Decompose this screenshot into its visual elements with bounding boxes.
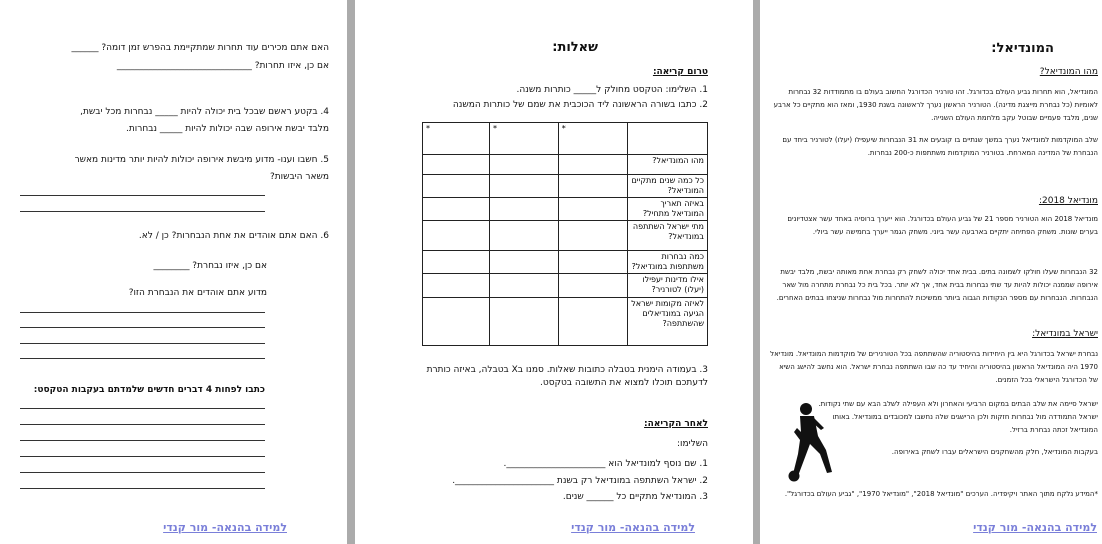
answer-line[interactable]: [20, 472, 265, 473]
paragraph: נבחרת ישראל בכדורגל היא בין היחידות בהיסטוריה שהשתתפה בכל הטורנירים של מוקדמות המונדיאל. מונדיאל 1970 היה המונדיאל הראשון בהיסטוריה והיחיד עד כה שבו השתתפה נבחרת ישראל. הוא נחשב להישג השיא של הכדורגל הישראלי בכל הזמנים.: [770, 350, 1098, 384]
table-mark-cell[interactable]: [490, 221, 559, 251]
table-mark-cell[interactable]: [558, 251, 627, 274]
answer-line[interactable]: [20, 312, 265, 313]
answer-line[interactable]: [20, 408, 265, 409]
table-mark-cell[interactable]: [490, 175, 559, 198]
table-mark-cell[interactable]: [423, 198, 490, 221]
table-mark-cell[interactable]: [423, 175, 490, 198]
worksheet-page-1: [760, 0, 1102, 544]
question-which-competition: אם כן, איזו תחרות? ______________________________: [116, 61, 329, 71]
table-question-cell: כמה נבחרות משתתפות במונדיאל?: [627, 251, 707, 274]
question-4: 4. בקטע ראשם שבכל בית יכולה להיות _____ נבחרות מכל יבשת, מלבד יבשת אירופה שבה יכולות להיות _____ נבחרות.: [80, 107, 329, 134]
page-footer: למידה בהנאה- מור קנדי: [973, 521, 1097, 534]
table-question-cell: כל כמה שנים מתקיים המונדיאל?: [627, 175, 707, 198]
page-title: שאלות:: [552, 40, 598, 55]
table-mark-cell[interactable]: [558, 221, 627, 251]
answer-line[interactable]: [20, 358, 265, 359]
table-row: [423, 198, 708, 221]
page-title: המונדיאל:: [991, 41, 1054, 56]
fill-item-1: 1. שם נוסף למונדיאל הוא ______________________.: [503, 459, 708, 469]
table-row: [423, 251, 708, 274]
answer-line[interactable]: [20, 327, 265, 328]
answer-line[interactable]: [20, 456, 265, 457]
worksheet-page-2: [355, 0, 753, 544]
table-row: [423, 221, 708, 251]
section-heading-post-reading: לאחר הקריאה:: [644, 419, 708, 429]
table-question-cell: אילו מדינות יעפילו (יעלו) לטורניר?: [627, 274, 707, 298]
table-mark-cell[interactable]: [490, 274, 559, 298]
question-other-competition: האם אתם מכירים עוד תחרות שמתקיימת בהפרש זמן דומה? ______: [71, 43, 329, 53]
question-6-which: אם כן, איזו נבחרת? ________: [153, 261, 267, 271]
answer-line[interactable]: [20, 488, 265, 489]
table-row: [423, 155, 708, 175]
table-mark-cell[interactable]: [490, 155, 559, 175]
table-mark-cell[interactable]: [490, 198, 559, 221]
fill-item-2: 2. ישראל השתתפה במונדיאל רק בשנת ______________________.: [452, 476, 708, 486]
table-mark-cell[interactable]: [558, 274, 627, 298]
table-mark-cell[interactable]: [423, 221, 490, 251]
answer-line[interactable]: [20, 211, 265, 212]
table-heading-cell[interactable]: *: [423, 123, 490, 155]
table-mark-cell[interactable]: [423, 155, 490, 175]
table-question-cell: באיזה תאריך המונדיאל מתחיל?: [627, 198, 707, 221]
table-question-cell[interactable]: [627, 123, 707, 155]
paragraph: ישראל סיימה את שלב הבתים במקום הרביעי והאחרון ולא העפילה לשלב הבא עם שתי נקודות. ישראל התמודדה מול נבחרות חזקות ולכן הרישגים שלה נחשבו למכובדים במונדיאל. באותו המונדיאל זכתה נבחרת ברזיל.: [818, 400, 1098, 434]
question-3: 3. בעמודה הימנית בטבלה כתובות שאלות. סמנו בX בטבלה, באיזה כותרת לדעתכם תוכלו למצוא את התשובה בטקסט.: [426, 365, 708, 388]
question-5: 5. חשבו וענו- מדוע מיבשת אירופה יכולות להיות יותר מדינות מאשר משאר היבשות?: [74, 155, 329, 182]
table-heading-cell[interactable]: *: [558, 123, 627, 155]
headings-table: [422, 122, 708, 346]
table-mark-cell[interactable]: [423, 298, 490, 346]
answer-line[interactable]: [20, 424, 265, 425]
paragraph: בעקבות המונדיאל, חלק מהשחקנים הישראלים עברו לשחק באירופה.: [891, 448, 1098, 456]
answer-line[interactable]: [20, 343, 265, 344]
table-row: [423, 298, 708, 346]
question-6: 6. האם אתם אוהדים את אחת הנבחרות? כן / לא.: [138, 231, 329, 241]
fill-item-3: 3. המונדיאל מתקיים כל ______ שנים.: [562, 492, 708, 502]
write-new-things: כתבו לפחות 4 דברים חדשים שלמדתם בעקבות הטקסט:: [33, 385, 265, 395]
question-6-why: מדוע אתם אוהדים את הנבחרת הזו?: [128, 288, 267, 298]
table-mark-cell[interactable]: [423, 251, 490, 274]
table-question-cell: מהו המונדיאל?: [627, 155, 707, 175]
table-question-cell: מתי ישראל השתתפה במונדיאל?: [627, 221, 707, 251]
paragraph: המונדיאל, הוא תחרות גביע העולם בכדורגל. זהו טורניר הכדורגל החשוב בעולם בו מתמודדות 32 נבחרות לאומיות (כל נבחרת מייצגת מדינה). הטורניר הראשון נערך לראשונה בשנת 1930, ומאז הוא מתקיים כל ארבע שנים, מלבד פעמיים שבוטל עקב מלחמת העולם השנייה.: [773, 88, 1098, 122]
section-heading-what-is: מהו המונדיאל?: [1039, 67, 1098, 77]
paragraph: 32 הנבחרות שעלו חולקו לשמונה בתים. בבית אחד יכולה לשחק רק נבחרת אחת מאותה יבשת, מלבד יבשת אירופה שממנה יכולות להיות עד שתי נבחרות בבית אחד, אך לא יותר. בכל בית כל נבחרת מתחרה מול שאר הנבחרות. הנבחרות עם מספר הנקודות הגבוה ביותר ממשיכות להתחרות מול נבחרות שניצחו בבתים האחרים.: [776, 268, 1098, 302]
table-mark-cell[interactable]: [558, 298, 627, 346]
section-heading-israel: ישראל במונדיאל:: [1032, 329, 1098, 339]
page-footer: למידה בהנאה- מור קנדי: [163, 521, 287, 534]
table-mark-cell[interactable]: [423, 274, 490, 298]
paragraph: שלב המוקדמות למונדיאל נערך במשך שנתיים בו קובעים את 31 הנבחרות שיעפילו (יעלו) לטורניר ביחד עם הנבחרת של המדינה המארחת. בטורניר המוקדמות משתתפות כ-200 נבחרות.: [782, 136, 1098, 157]
fill-in-heading: השלימו:: [677, 439, 708, 449]
question-1: 1. השלימו: הטקסט מחולק ל_____ כותרות משנה.: [516, 85, 708, 95]
table-mark-cell[interactable]: [558, 175, 627, 198]
table-row: [423, 175, 708, 198]
table-header-row: [423, 123, 708, 155]
table-heading-cell[interactable]: *: [490, 123, 559, 155]
table-mark-cell[interactable]: [558, 155, 627, 175]
answer-line[interactable]: [20, 440, 265, 441]
table-mark-cell[interactable]: [558, 198, 627, 221]
soccer-player-icon: [786, 402, 838, 482]
table-question-cell: לאיזה מקומות ישראל הגיעה במונדיאלים שהשתתפה?: [627, 298, 707, 346]
section-heading-pre-reading: טרום קריאה:: [652, 67, 708, 77]
page-footer: למידה בהנאה- מור קנדי: [571, 521, 695, 534]
table-row: [423, 274, 708, 298]
section-heading-2018: מונדיאל 2018:: [1038, 196, 1098, 206]
worksheet-page-3: [0, 0, 347, 544]
table-mark-cell[interactable]: [490, 298, 559, 346]
table-mark-cell[interactable]: [490, 251, 559, 274]
source-note: *המידע נלקח מתוך האתר ויקיפדיה. הערכים "מונדיאל 2018", "מונדיאל 1970", "גביע העולם בכדורגל".: [784, 490, 1098, 498]
paragraph: מונדיאל 2018 הוא הטורניר מספר 21 של גביע העולם בכדורגל. הוא ייערך ברוסיה באחד עשר אצטדיונים בערים שונות. משחק הפתיחה יתקיים בארבעה עשר ביוני. משחק הגמר ייערך בחמישה עשר ביולי.: [787, 215, 1098, 236]
answer-line[interactable]: [20, 195, 265, 196]
question-2: 2. כתבו בשורה הראשונה ליד הכוכבית את שמם של כותרות המשנה: [452, 100, 708, 110]
